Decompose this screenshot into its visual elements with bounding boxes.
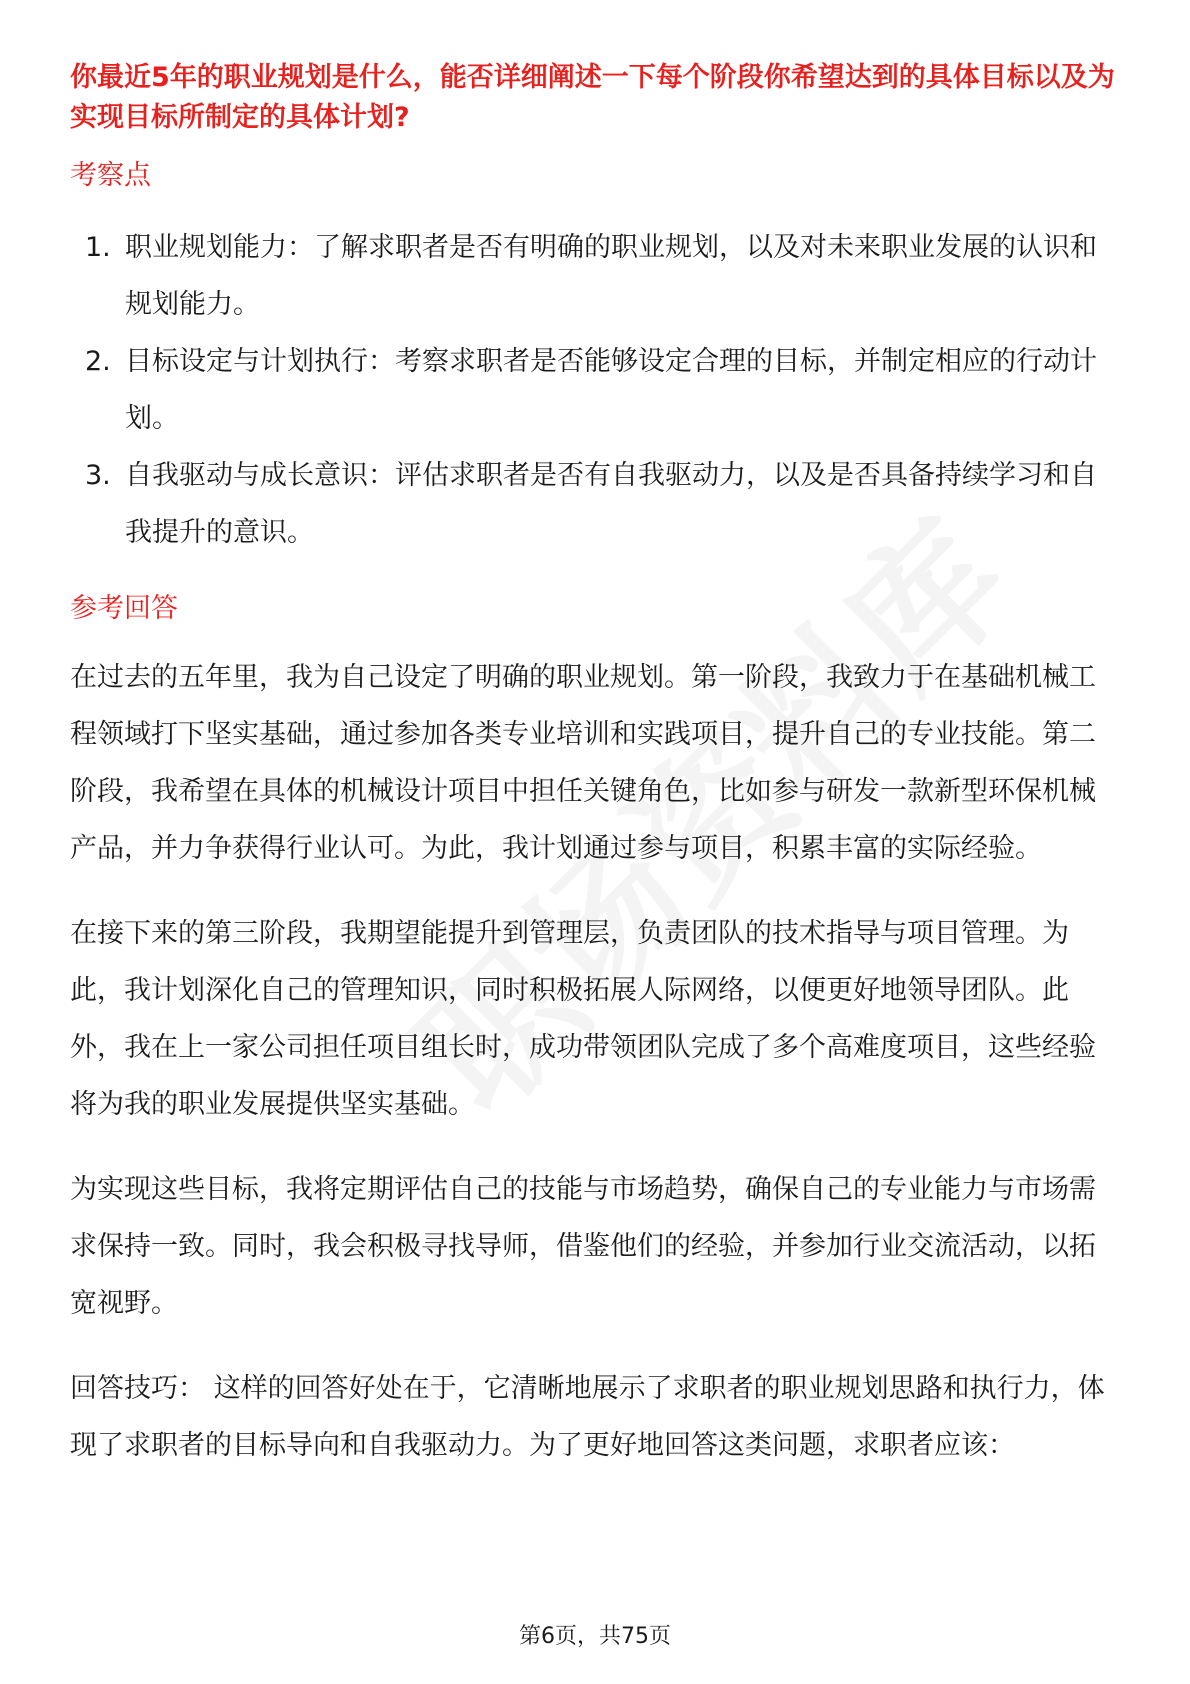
page-number: 第6页，共75页 xyxy=(519,1624,671,1649)
tips-paragraph: 回答技巧： 这样的回答好处在于，它清晰地展示了求职者的职业规划思路和执行力，体现了求职者的目标导向和自我驱动力。为了更好地回答这类问题，求职者应该： xyxy=(70,1373,1105,1461)
list-item xyxy=(70,219,1115,333)
answer-paragraph: 在接下来的第三阶段，我期望能提升到管理层，负责团队的技术指导与项目管理。为此，我计划深化自己的管理知识，同时积极拓展人际网络，以便更好地领导团队。此外，我在上一家公司担任项目组长时，成功带领团队完成了多个高难度项目，这些经验将为我的职业发展提供坚实基础。 xyxy=(70,918,1096,1120)
answer-heading: 参考回答 xyxy=(70,593,178,624)
list-item-text: 目标设定与计划执行：考察求职者是否能够设定合理的目标，并制定相应的行动计划。 xyxy=(125,346,1097,434)
list-item-text: 职业规划能力：了解求职者是否有明确的职业规划，以及对未来职业发展的认识和规划能力。 xyxy=(125,232,1097,320)
points-list xyxy=(70,219,1115,561)
list-item-number: 3. xyxy=(85,460,111,491)
document-page xyxy=(70,58,1115,1474)
list-item xyxy=(70,447,1115,561)
points-heading: 考察点 xyxy=(70,160,151,191)
list-item-number: 1. xyxy=(85,232,111,263)
answer-paragraph: 为实现这些目标，我将定期评估自己的技能与市场趋势，确保自己的专业能力与市场需求保持一致。同时，我会积极寻找导师，借鉴他们的经验，并参加行业交流活动，以拓宽视野。 xyxy=(70,1174,1096,1319)
list-item-number: 2. xyxy=(85,346,111,377)
answer-paragraph: 在过去的五年里，我为自己设定了明确的职业规划。第一阶段，我致力于在基础机械工程领域打下坚实基础，通过参加各类专业培训和实践项目，提升自己的专业技能。第二阶段，我希望在具体的机械设计项目中担任关键角色，比如参与研发一款新型环保机械产品，并力争获得行业认可。为此，我计划通过参与项目，积累丰富的实际经验。 xyxy=(70,662,1096,864)
list-item-text: 自我驱动与成长意识：评估求职者是否有自我驱动力，以及是否具备持续学习和自我提升的意识。 xyxy=(125,460,1097,548)
question-title: 你最近5年的职业规划是什么，能否详细阐述一下每个阶段你希望达到的具体目标以及为实现目标所制定的具体计划? xyxy=(70,62,1115,133)
list-item xyxy=(70,333,1115,447)
